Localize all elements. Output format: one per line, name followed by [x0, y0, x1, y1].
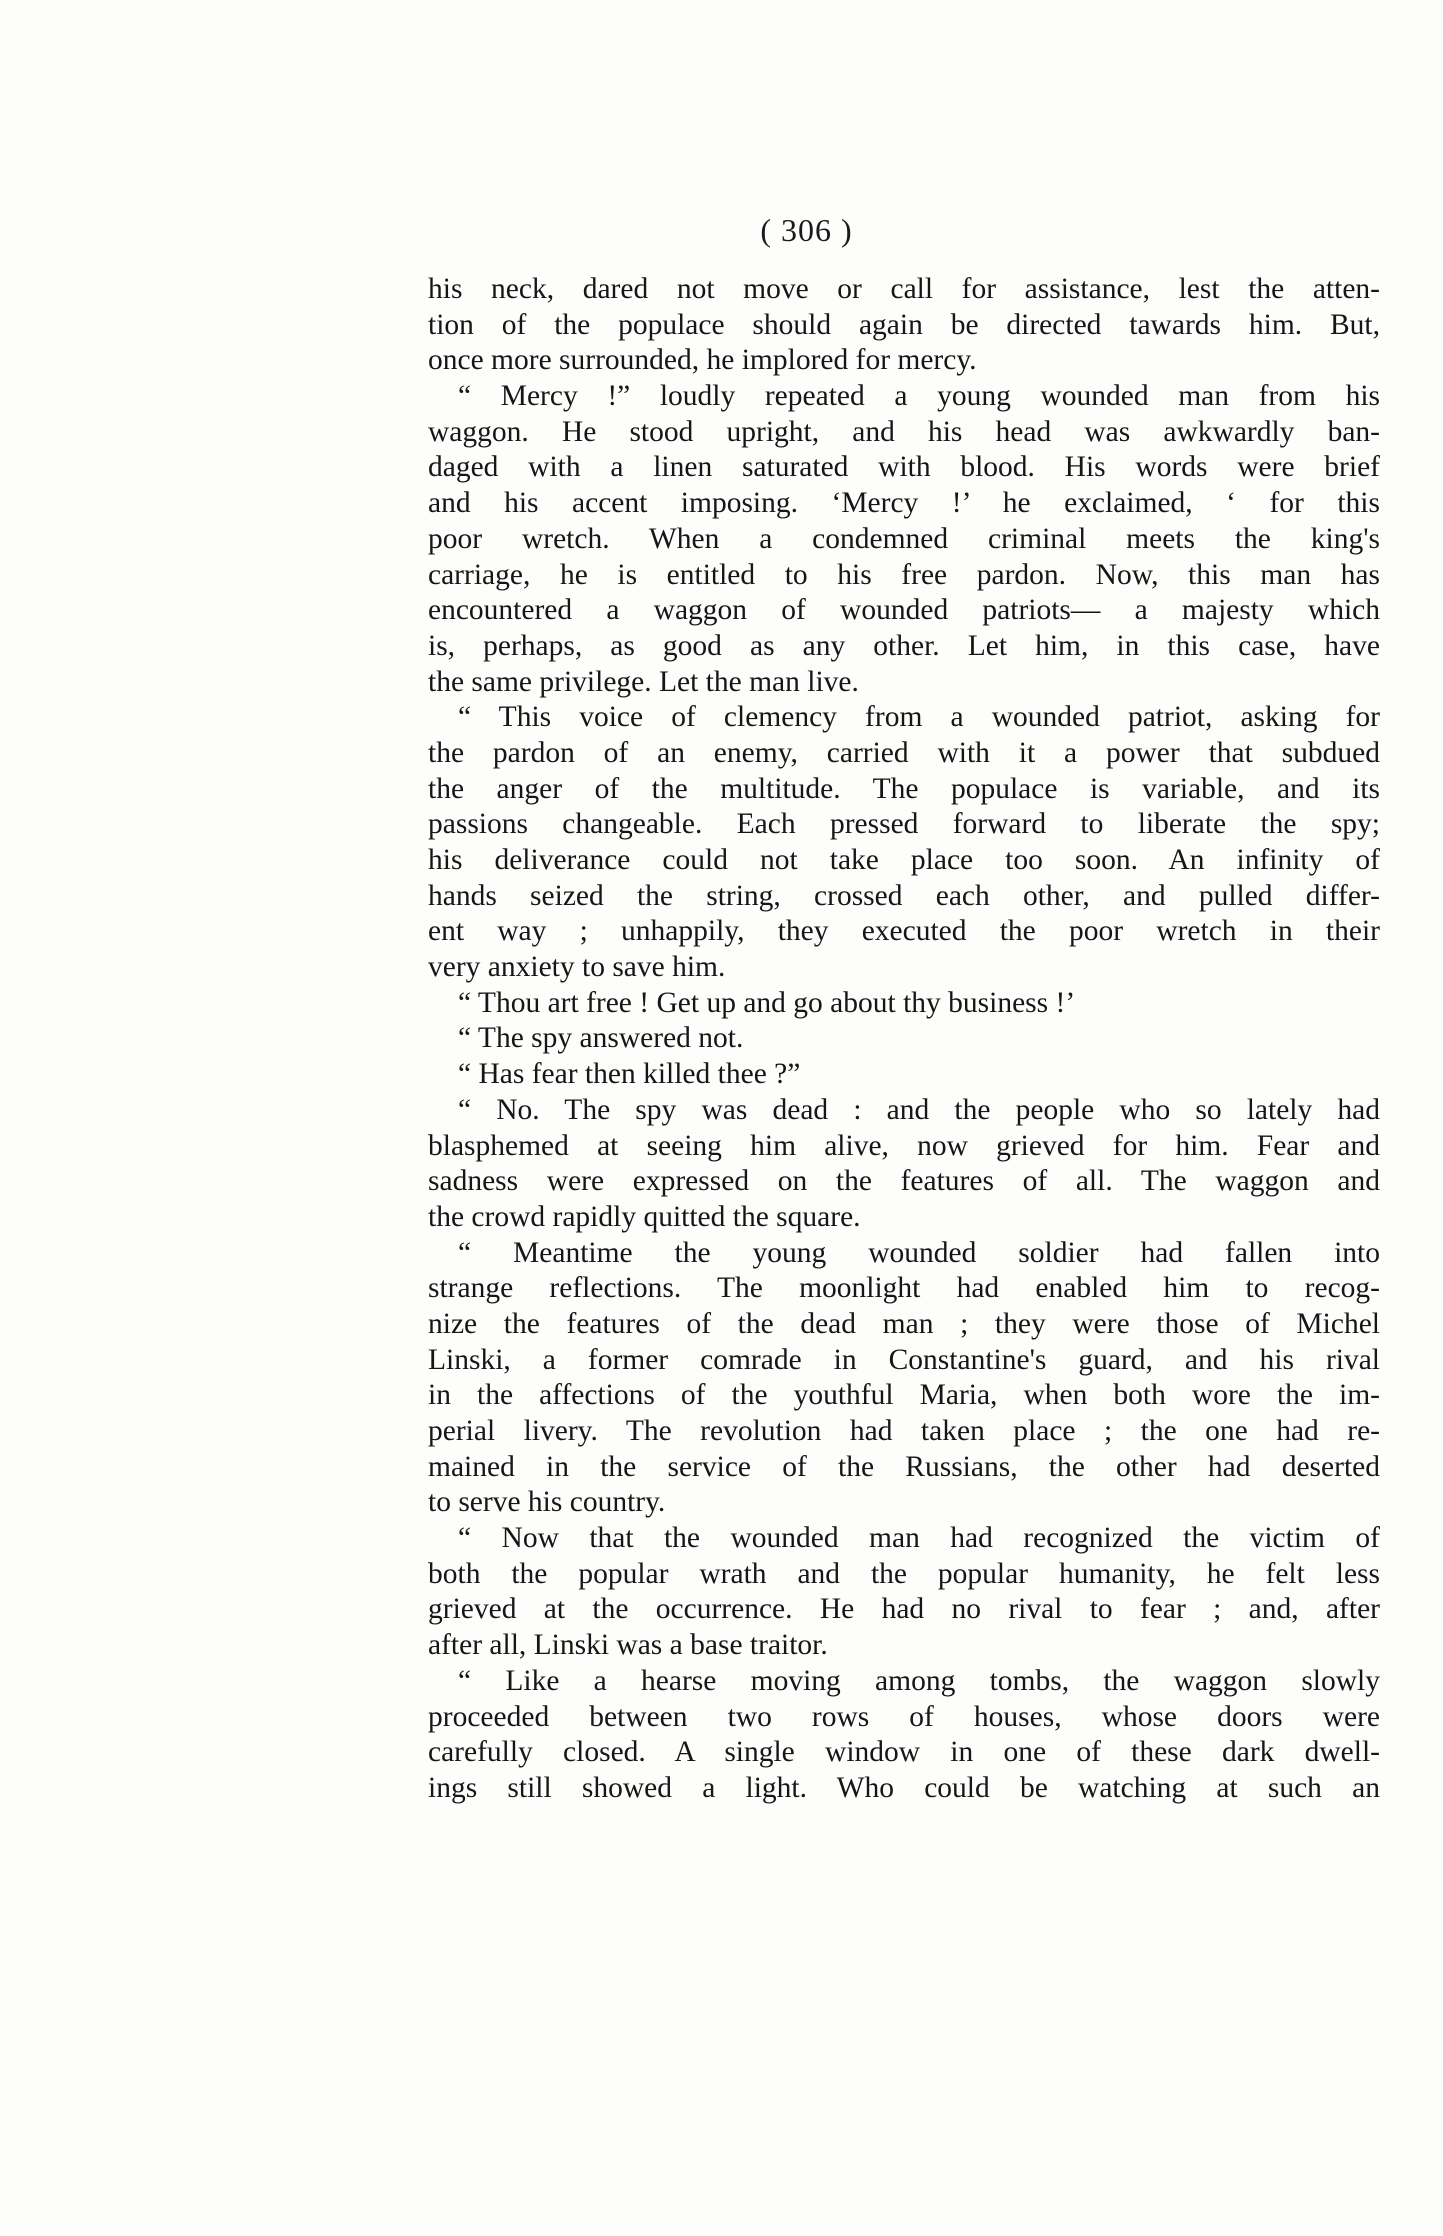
page-number: ( 306 ): [760, 212, 853, 248]
text-line: poor wretch. When a condemned criminal meets the king's: [428, 522, 1380, 555]
text-line: both the popular wrath and the popular humanity, he felt less: [428, 1557, 1380, 1590]
text-line: after all, Linski was a base traitor.: [428, 1629, 828, 1662]
text-line: daged with a linen saturated with blood. His words were brief: [428, 451, 1380, 484]
text-line: in the affections of the youthful Maria, when both wore the im-: [428, 1379, 1380, 1412]
text-line: the pardon of an enemy, carried with it a power that subdued: [428, 736, 1380, 769]
text-line: carefully closed. A single window in one of these dark dwell-: [428, 1736, 1380, 1769]
text-line: “ Mercy !” loudly repeated a young wounded man from his: [458, 380, 1380, 413]
text-line: once more surrounded, he implored for mercy.: [428, 344, 977, 377]
text-line: the anger of the multitude. The populace is variable, and its: [428, 772, 1380, 805]
text-line: to serve his country.: [428, 1486, 666, 1519]
text-line: his neck, dared not move or call for assistance, lest the atten-: [428, 273, 1380, 305]
text-line: perial livery. The revolution had taken place ; the one had re-: [428, 1415, 1380, 1447]
text-line: passions changeable. Each pressed forward to liberate the spy;: [428, 808, 1380, 841]
text-line: “ No. The spy was dead : and the people who so lately had: [458, 1093, 1380, 1126]
text-line: ent way ; unhappily, they executed the poor wretch in their: [428, 915, 1380, 948]
text-line: “ Thou art free ! Get up and go about thy business !’: [458, 986, 1076, 1019]
text-line: grieved at the occurrence. He had no rival to fear ; and, after: [428, 1593, 1380, 1626]
text-line: very anxiety to save him.: [428, 951, 726, 984]
text-line: “ Has fear then killed thee ?”: [458, 1058, 801, 1091]
text-line: waggon. He stood upright, and his head was awkwardly ban-: [428, 415, 1380, 448]
text-line: strange reflections. The moonlight had enabled him to recog-: [428, 1272, 1380, 1305]
text-line: sadness were expressed on the features of all. The waggon and: [428, 1165, 1380, 1198]
text-line: carriage, he is entitled to his free pardon. Now, this man has: [428, 558, 1380, 591]
text-line: “ Like a hearse moving among tombs, the waggon slowly: [458, 1664, 1380, 1697]
text-line: “ This voice of clemency from a wounded patriot, asking for: [458, 701, 1380, 734]
text-line: proceeded between two rows of houses, whose doors were: [428, 1700, 1380, 1733]
text-line: encountered a waggon of wounded patriots— a majesty which: [428, 594, 1380, 627]
text-line: tion of the populace should again be directed tawards him. But,: [428, 308, 1380, 341]
text-line: hands seized the string, crossed each other, and pulled differ-: [428, 879, 1380, 912]
text-line: the same privilege. Let the man live.: [428, 665, 859, 698]
text-line: his deliverance could not take place too soon. An infinity of: [428, 844, 1380, 876]
text-line: nize the features of the dead man ; they were those of Michel: [428, 1307, 1380, 1340]
text-line: ings still showed a light. Who could be watching at such an: [428, 1771, 1380, 1804]
text-line: “ Now that the wounded man had recognized the victim of: [458, 1522, 1380, 1555]
text-line: Linski, a former comrade in Constantine's guard, and his rival: [428, 1343, 1380, 1376]
body-text: [428, 272, 1380, 1807]
text-line: is, perhaps, as good as any other. Let him, in this case, have: [428, 629, 1380, 662]
text-line: the crowd rapidly quitted the square.: [428, 1200, 861, 1233]
text-line: blasphemed at seeing him alive, now grieved for him. Fear and: [428, 1129, 1380, 1162]
text-line: mained in the service of the Russians, the other had deserted: [428, 1450, 1380, 1483]
text-line: “ The spy answered not.: [458, 1022, 744, 1055]
text-line: “ Meantime the young wounded soldier had fallen into: [458, 1236, 1380, 1269]
text-line: and his accent imposing. ‘Mercy !’ he exclaimed, ‘ for this: [428, 487, 1380, 520]
